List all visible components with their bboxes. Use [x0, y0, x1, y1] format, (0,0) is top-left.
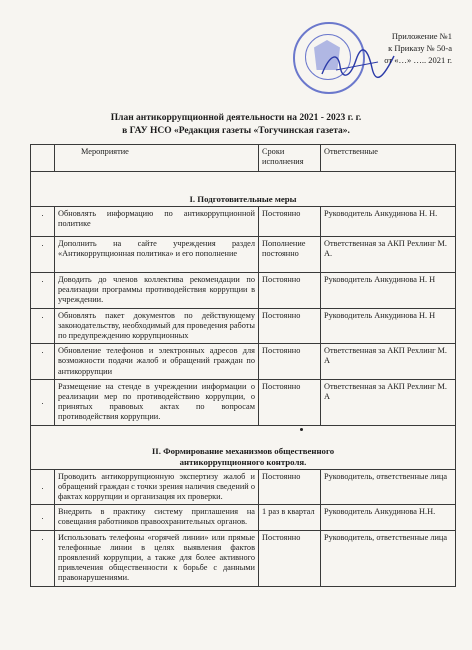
- table-row: . Обновлять информацию по антикоррупционной политике Постоянно Руководитель Анкудинова Н. Н.: [31, 207, 456, 237]
- table-row: . Обновлять пакет документов по действующему законодательству, необходимый для проведения работы по предупреждению коррупционных Постоянно Руководитель Анкудинова Н. Н: [31, 308, 456, 344]
- table-row: . Дополнить на сайте учреждения раздел «Антикоррупционная политика» и его пополнение Пополнение постоянно Ответственная за АКП Рехлинг М. А.: [31, 237, 456, 273]
- header-responsible: Ответственные: [321, 145, 456, 172]
- title-line-1: План антикоррупционной деятельности на 2021 - 2023 г. г.: [110, 113, 362, 123]
- table-row: . Проводить антикоррупционную экспертизу жалоб и обращений граждан с точки зрения наличия сведений о фактах коррупции и организация их проверки. Постоянно Руководитель, ответственные лица: [31, 469, 456, 505]
- section-title-row: [31, 444, 456, 470]
- section-title-row: [31, 192, 456, 207]
- section-title: I. Подготовительные меры: [189, 194, 297, 204]
- section-title: II. Формирование механизмов общественного: [151, 445, 335, 456]
- annex-number: Приложение №1: [391, 31, 452, 41]
- annex-reference: [384, 30, 452, 66]
- table-row: . Внедрить в практику систему приглашения на совещания работников правоохранительных органов. 1 раз в квартал Руководитель Анкудинова Н.Н.: [31, 505, 456, 530]
- table-row: . Использовать телефоны «горячей линии» или прямые телефонные линии в целях выявления фактов проявлений коррупции, а также для более активного привлечения общественности к борьбе с данными правонарушениями. Постоянно Руководитель, ответственные лица: [31, 530, 456, 586]
- header-measure: Мероприятие: [55, 145, 259, 172]
- document-title: [0, 112, 472, 138]
- plan-table: [30, 144, 456, 587]
- table-row: . Обновление телефонов и электронных адресов для возможности подачи жалоб и обращений граждан по антикоррупции Постоянно Ответственная за АКП Рехлинг М. А: [31, 344, 456, 380]
- title-line-2: в ГАУ НСО «Редакция газеты «Тогучинская газета».: [122, 126, 350, 136]
- section-title-cont: антикоррупционного контроля.: [179, 456, 307, 467]
- table-row: . Доводить до членов коллектива рекомендации по реализации программы противодействия коррупции в учреждении. Постоянно Руководитель Анкудинова Н. Н: [31, 273, 456, 309]
- order-date: от «…» ….. 2021 г.: [384, 55, 452, 65]
- order-number: к Приказу № 50-а: [388, 43, 452, 53]
- header-term: Сроки исполнения: [259, 145, 321, 172]
- stray-mark: [300, 428, 303, 431]
- table-header-row: [31, 145, 456, 172]
- table-row: . Размещение на стенде в учреждении информации о реализации мер по противодействию коррупции, о принятых правовых актах по вопросам противодействия коррупции. Постоянно Ответственная за АКП Рехлинг М. А: [31, 379, 456, 425]
- header-number: [31, 145, 55, 172]
